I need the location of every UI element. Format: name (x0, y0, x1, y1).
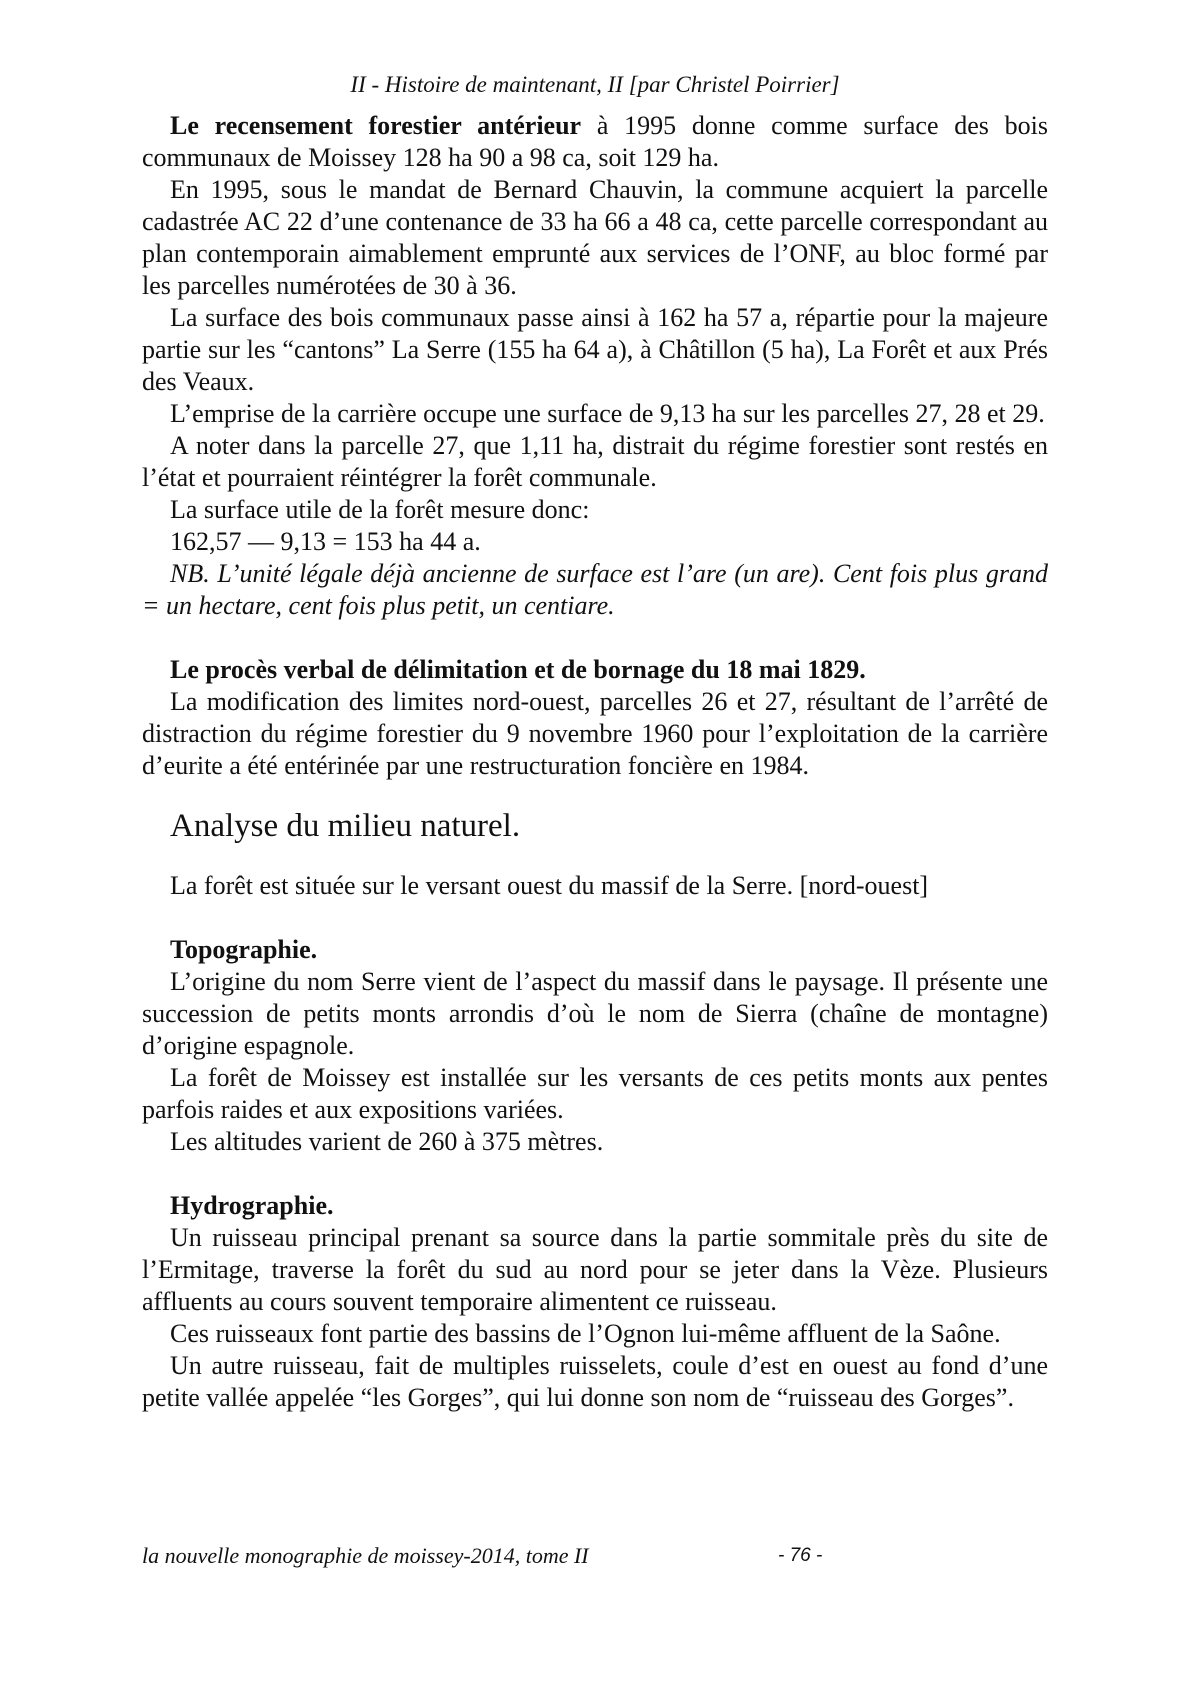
paragraph-surface: La surface des bois communaux passe ainsi à 162 ha 57 a, répartie pour la majeure partie sur les “cantons” La Serre (155 ha 64 a), à Châtillon (5 ha), La Forêt et aux Prés des Veaux. (142, 303, 1048, 396)
paragraph-limites: La modification des limites nord-ouest, parcelles 26 et 27, résultant de l’arrêté de distraction du régime forestier du 9 novembre 1960 pour l’exploitation de la carrière d’eurite a été entérinée par une restructuration foncière en 1984. (142, 687, 1048, 780)
footer-book-title: la nouvelle monographie de moissey-2014, tome II (142, 1543, 589, 1568)
paragraph-altitudes: Les altitudes varient de 260 à 375 mètres. (170, 1127, 604, 1156)
paragraph-origine-serre: L’origine du nom Serre vient de l’aspect du massif dans le paysage. Il présente une succession de petits monts arrondis d’où le nom de Sierra (chaîne de montagne) d’origine espagnole. (142, 967, 1048, 1060)
paragraph-carriere: L’emprise de la carrière occupe une surface de 9,13 ha sur les parcelles 27, 28 et 29. (170, 399, 1045, 428)
bold-lead: Le recensement forestier antérieur (170, 111, 582, 140)
page-body (142, 110, 1048, 1414)
heading-proces-verbal: Le procès verbal de délimitation et de bornage du 18 mai 1829. (170, 655, 866, 684)
formula-line: 162,57 — 9,13 = 153 ha 44 a. (170, 527, 481, 556)
paragraph-parcelle-27: A noter dans la parcelle 27, que 1,11 ha, distrait du régime forestier sont restés en l’état et pourraient réintégrer la forêt communale. (142, 431, 1048, 492)
paragraph-bassins: Ces ruisseaux font partie des bassins de l’Ognon lui-même affluent de la Saône. (170, 1319, 1001, 1348)
paragraph-surface-utile: La surface utile de la forêt mesure donc: (170, 495, 590, 524)
paragraph-acquisition: En 1995, sous le mandat de Bernard Chauvin, la commune acquiert la parcelle cadastrée AC 22 d’une contenance de 33 ha 66 a 48 ca, cette parcelle correspondant au plan contemporain aimablement emprunté aux services de l’ONF, au bloc formé par les parcelles numérotées de 30 à 36. (142, 175, 1048, 300)
paragraph-ruisseau-principal: Un ruisseau principal prenant sa source dans la partie sommitale près du site de l’Ermitage, traverse la forêt du sud au nord pour se jeter dans la Vèze. Plusieurs affluents au cours souvent temporaire alimentent ce ruisseau. (142, 1223, 1048, 1316)
page-number: - 76 - (778, 1545, 823, 1566)
paragraph-recensement (142, 110, 1048, 174)
heading-topographie: Topographie. (170, 935, 318, 964)
paragraph-text: à 1995 donne comme surface des bois communaux de Moissey 128 ha 90 a 98 ca, soit 129 ha. (142, 111, 1048, 172)
heading-hydrographie: Hydrographie. (170, 1191, 334, 1220)
paragraph-situation: La forêt est située sur le versant ouest du massif de la Serre. [nord-ouest] (170, 871, 929, 900)
paragraph-versants: La forêt de Moissey est installée sur les versants de ces petits monts aux pentes parfois raides et aux expositions variées. (142, 1063, 1048, 1124)
running-header: II - Histoire de maintenant, II [par Christel Poirrier] (350, 72, 840, 97)
note-nb: NB. L’unité légale déjà ancienne de surface est l’are (un are). Cent fois plus grand = un hectare, cent fois plus petit, un centiare. (142, 559, 1048, 620)
section-title: Analyse du milieu naturel. (170, 808, 521, 844)
paragraph-gorges: Un autre ruisseau, fait de multiples ruisselets, coule d’est en ouest au fond d’une petite vallée appelée “les Gorges”, qui lui donne son nom de “ruisseau des Gorges”. (142, 1351, 1048, 1412)
